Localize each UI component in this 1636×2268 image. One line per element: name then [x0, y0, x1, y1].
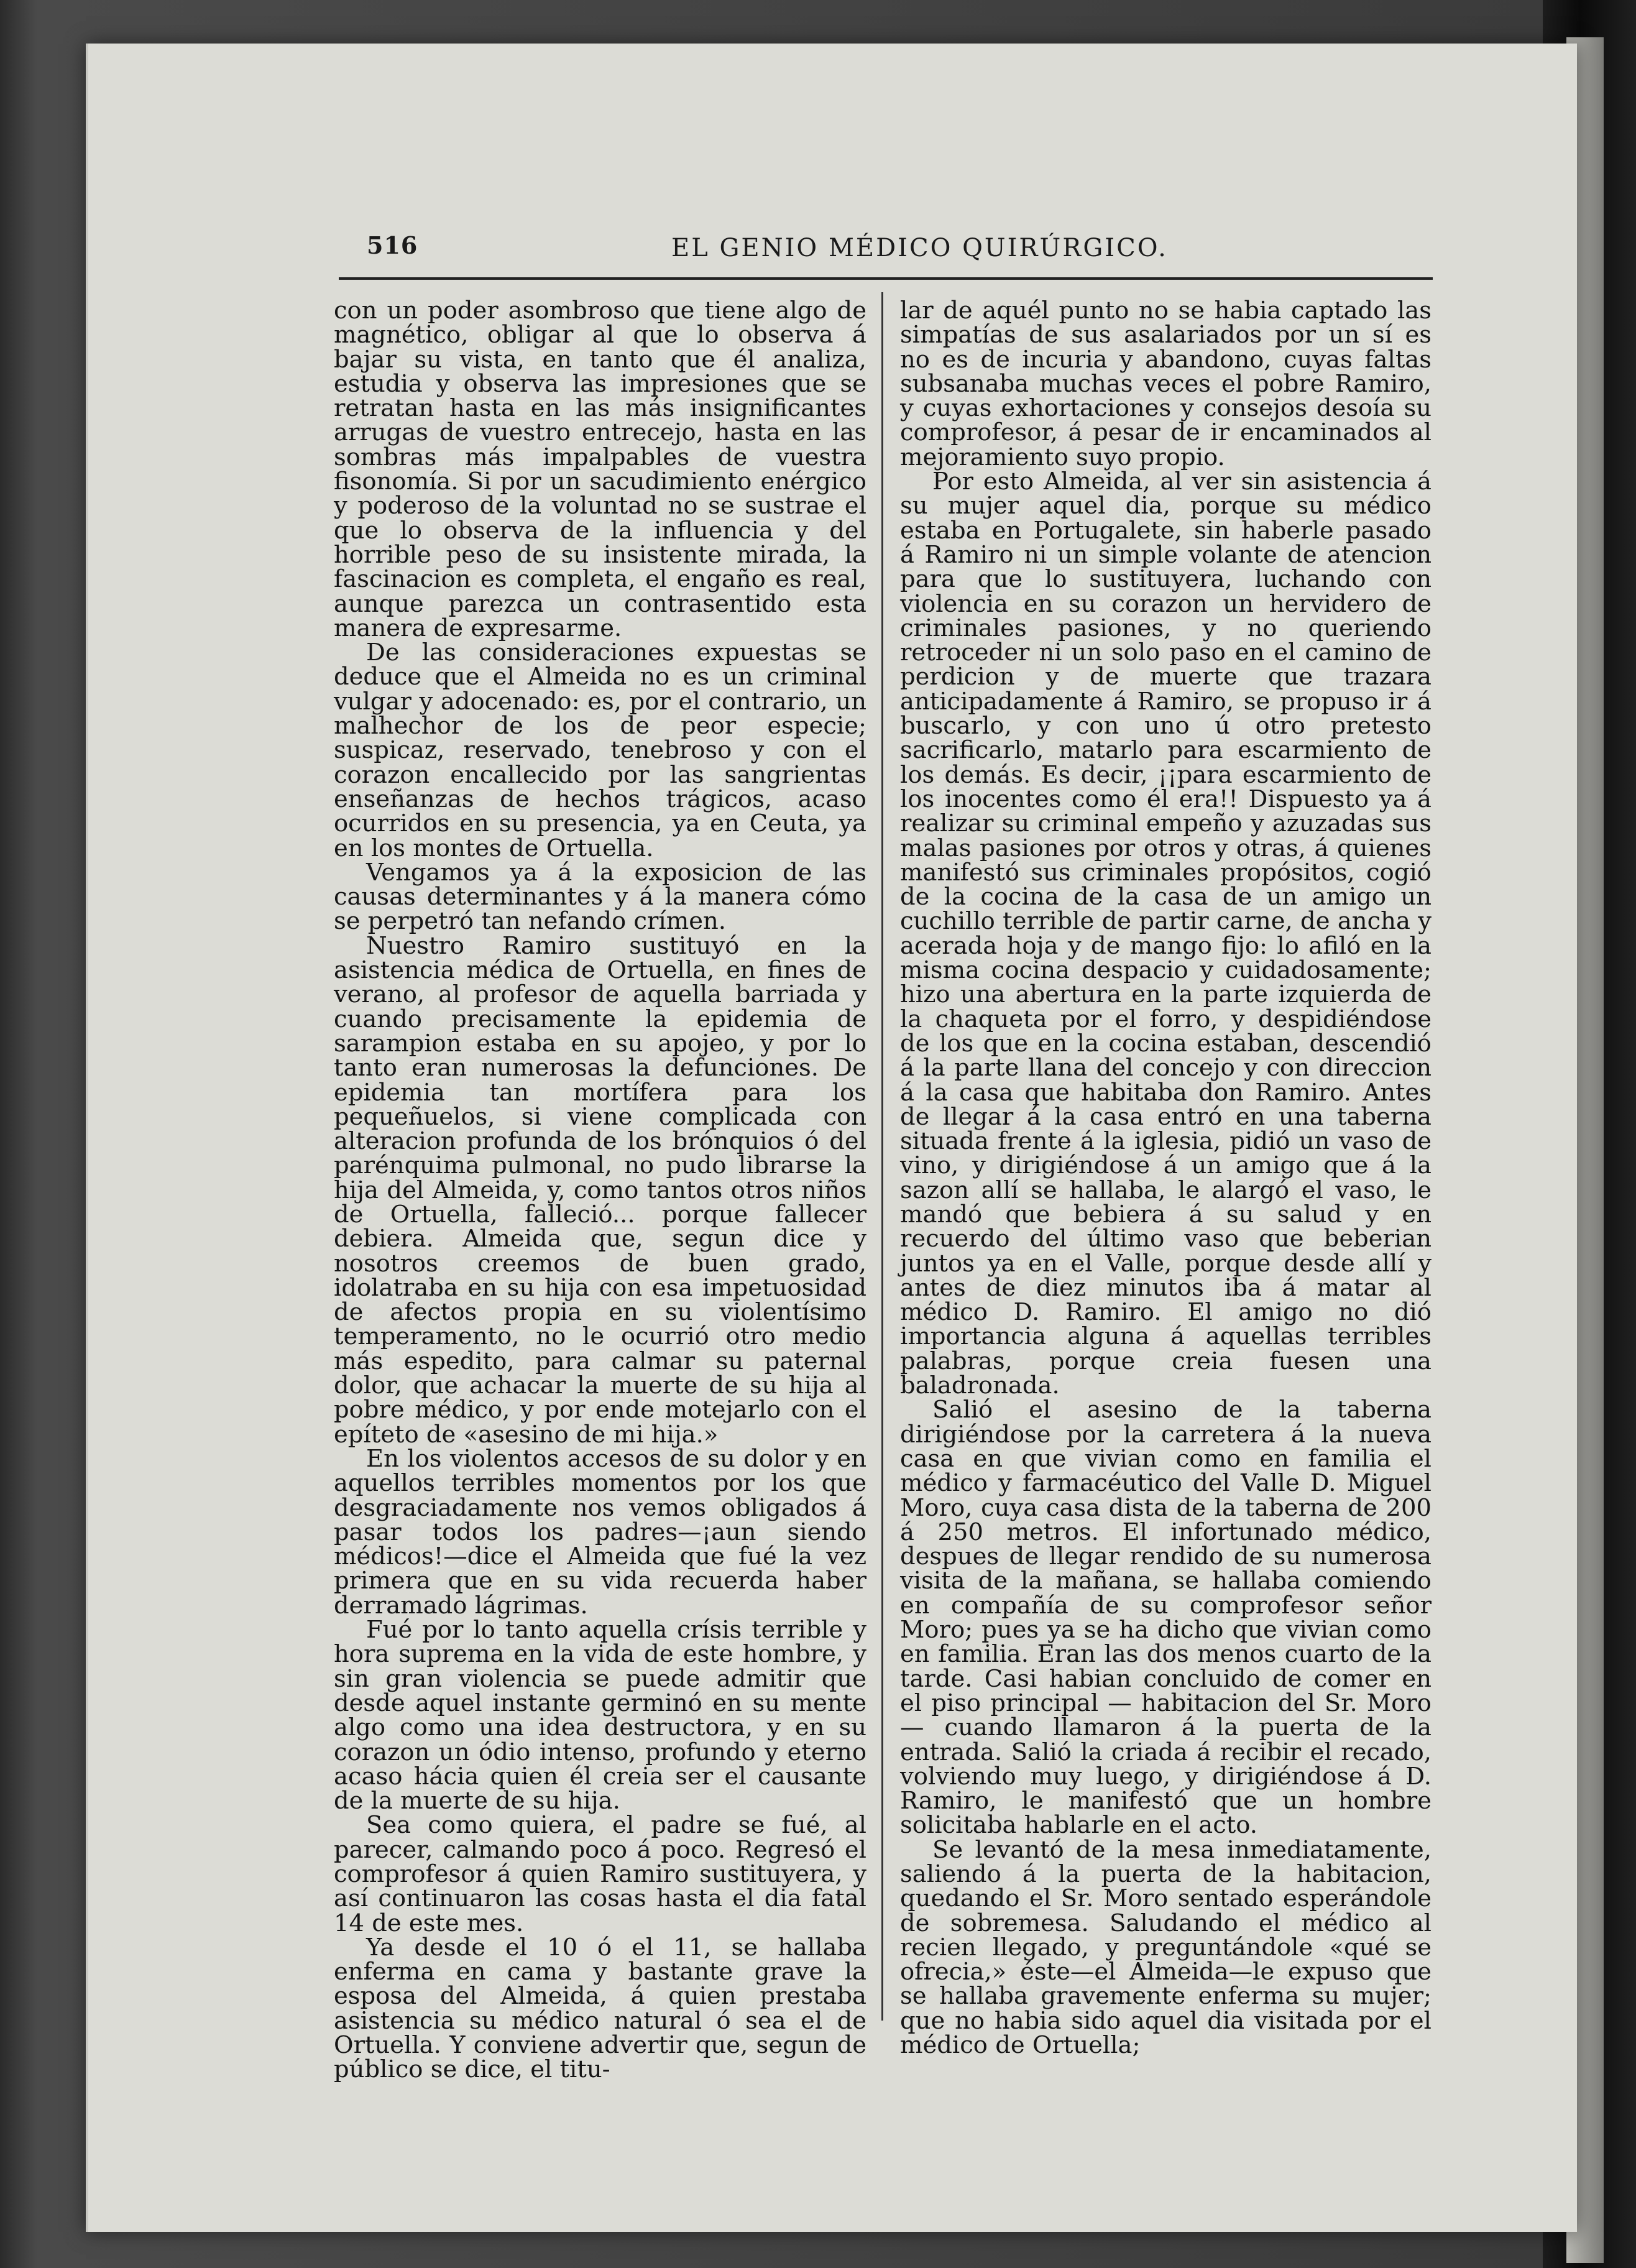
paragraph: lar de aquél punto no se habia captado las simpatías de sus asalariados por un sí es no es de incuria y abandono, cuyas faltas subsanaba muchas veces el pobre Ramiro, y cuyas exhortaciones y consejos desoía su comprofesor, á pesar de ir encaminados al mejoramiento suyo propio.	[900, 297, 1432, 471]
page-number: 516	[367, 231, 418, 259]
right-column	[900, 297, 1432, 2060]
running-title: EL GENIO MÉDICO QUIRÚRGICO.	[671, 234, 1168, 262]
paragraph: Se levantó de la mesa inmediatamente, saliendo á la puerta de la habitacion, quedando el Sr. Moro sentado esperándole de sobremesa. Saludando el médico al recien llegado, y preguntándole «qué se ofrecia,» éste—el Almeida—le expuso que se hallaba gravemente enferma su mujer; que no habia sido aquel dia visitada por el médico de Ortuella;	[900, 1835, 1432, 2060]
paragraph: Salió el asesino de la taberna dirigiéndose por la carretera á la nueva casa en que vivian como en familia el médico y farmacéutico del Valle D. Miguel Moro, cuya casa dista de la taberna de 200 á 250 metros. El infortunado médico, despues de llegar rendido de su numerosa visita de la mañana, se hallaba comiendo en compañía de su comprofesor señor Moro; pues ya se ha dicho que vivian como en familia. Eran las dos menos cuarto de la tarde. Casi habian concluido de comer en el piso principal — habitacion del Sr. Moro — cuando llamaron á la puerta de la entrada. Salió la criada á recibir el recado, volviendo muy luego, y dirigiéndose á D. Ramiro, le manifestó que un hombre solicitaba hablarle en el acto.	[900, 1396, 1432, 1840]
left-column	[334, 298, 866, 2082]
paragraph: Por esto Almeida, al ver sin asistencia á su mujer aquel dia, porque su médico estaba en Portugalete, sin haberle pasado á Ramiro ni un simple volante de atencion para que lo sustituyera, luchando con violencia en su corazon un hervidero de criminales pasiones, y no queriendo retroceder ni un solo paso en el camino de perdicion y de muerte que trazara anticipadamente á Ramiro, se propuso ir á buscarlo, y con uno ú otro pretesto sacrificarlo, matarlo para escarmiento de los demás. Es decir, ¡¡para escarmiento de los inocentes como él era!! Dispuesto ya á realizar su criminal empeño y azuzadas sus malas pasiones por otros y otras, á quienes manifestó sus criminales propósitos, cogió de la cocina de la casa de un amigo un cuchillo terrible de partir carne, de ancha y acerada hoja y de mango fijo: lo afiló en la misma cocina despacio y cuidadosamente; hizo una abertura en la parte izquierda de la chaqueta por el forro, y despidiéndose de los que en la cocina estaban, descendió á la parte llana del concejo y con direccion á la casa que habitaba don Ramiro. Antes de llegar á la casa entró en una taberna situada frente á la iglesia, pidió un vaso de vino, y dirigiéndose á un amigo que á la sazon allí se hallaba, le alargó el vaso, le mandó que bebiera á su salud y en recuerdo del último vaso que beberian juntos ya en el Valle, porque desde allí y antes de diez minutos iba á matar al médico D. Ramiro. El amigo no dió importancia alguna á aquellas terribles palabras, porque creia fuesen una baladronada.	[900, 468, 1432, 1400]
paragraph: Ya desde el 10 ó el 11, se hallaba enferma en cama y bastante grave la esposa del Almeida, á quien prestaba asistencia su médico natural ó sea el de Ortuella. Y conviene advertir que, segun de público se dice, el titu-	[334, 1933, 866, 2084]
paragraph: En los violentos accesos de su dolor y en aquellos terribles momentos por los que desgraciadamente nos vemos obligados á pasar todos los padres—¡aun siendo médicos!—dice el Almeida que fué la vez primera que en su vida recuerda haber derramado lágrimas.	[334, 1444, 866, 1620]
paragraph: Fué por lo tanto aquella crísis terrible y hora suprema en la vida de este hombre, y sin gran violencia se puede admitir que desde aquel instante germinó en su mente algo como una idea destructora, y en su corazon un ódio intenso, profundo y eterno acaso hácia quien él creia ser el causante de la muerte de su hija.	[334, 1616, 866, 1815]
paragraph: De las consideraciones expuestas se deduce que el Almeida no es un criminal vulgar y adocenado: es, por el contrario, un malhechor de los de peor especie; suspicaz, reservado, tenebroso y con el corazon encallecido por las sangrientas enseñanzas de hechos trágicos, acaso ocurridos en su presencia, ya en Ceuta, ya en los montes de Ortuella.	[334, 638, 866, 862]
paragraph: Nuestro Ramiro sustituyó en la asistencia médica de Ortuella, en fines de verano, al profesor de aquella barriada y cuando precisamente la epidemia de sarampion estaba en su apojeo, y por lo tanto eran numerosas la defunciones. De epidemia tan mortífera para los pequeñuelos, si viene complicada con alteracion profunda de los brónquios ó del parénquima pulmonal, no pudo librarse la hija del Almeida, y, como tantos otros niños de Ortuella, falleció... porque fallecer debiera. Almeida que, segun dice y nosotros creemos de buen grado, idolatraba en su hija con esa impetuosidad de afectos propia en su violentísimo temperamento, no le ocurrió otro medio más espedito, para calmar su paternal dolor, que achacar la muerte de su hija al pobre médico, y por ende motejarlo con el epíteto de «asesino de mi hija.»	[334, 931, 866, 1449]
header-rule	[339, 277, 1433, 280]
paragraph: con un poder asombroso que tiene algo de magnético, obligar al que lo observa á bajar su vista, en tanto que él analiza, estudia y observa las impresiones que se retratan hasta en las más insignificantes arrugas de vuestro entrecejo, hasta en las sombras más impalpables de vuestra fisonomía. Si por un sacudimiento enérgico y poderoso de la voluntad no se sustrae el que lo observa de la influencia y del horrible peso de su insistente mirada, la fascinacion es completa, el engaño es real, aunque parezca un contrasentido esta manera de expresarme.	[334, 297, 866, 642]
column-divider	[881, 292, 883, 2021]
paragraph: Vengamos ya á la exposicion de las causas determinantes y á la manera cómo se perpetró tan nefando crímen.	[334, 858, 866, 936]
page-header	[367, 231, 1436, 269]
paragraph: Sea como quiera, el padre se fué, al parecer, calmando poco á poco. Regresó el comprofesor á quien Ramiro sustituyera, y así continuaron las cosas hasta el dia fatal 14 de este mes.	[334, 1811, 866, 1937]
